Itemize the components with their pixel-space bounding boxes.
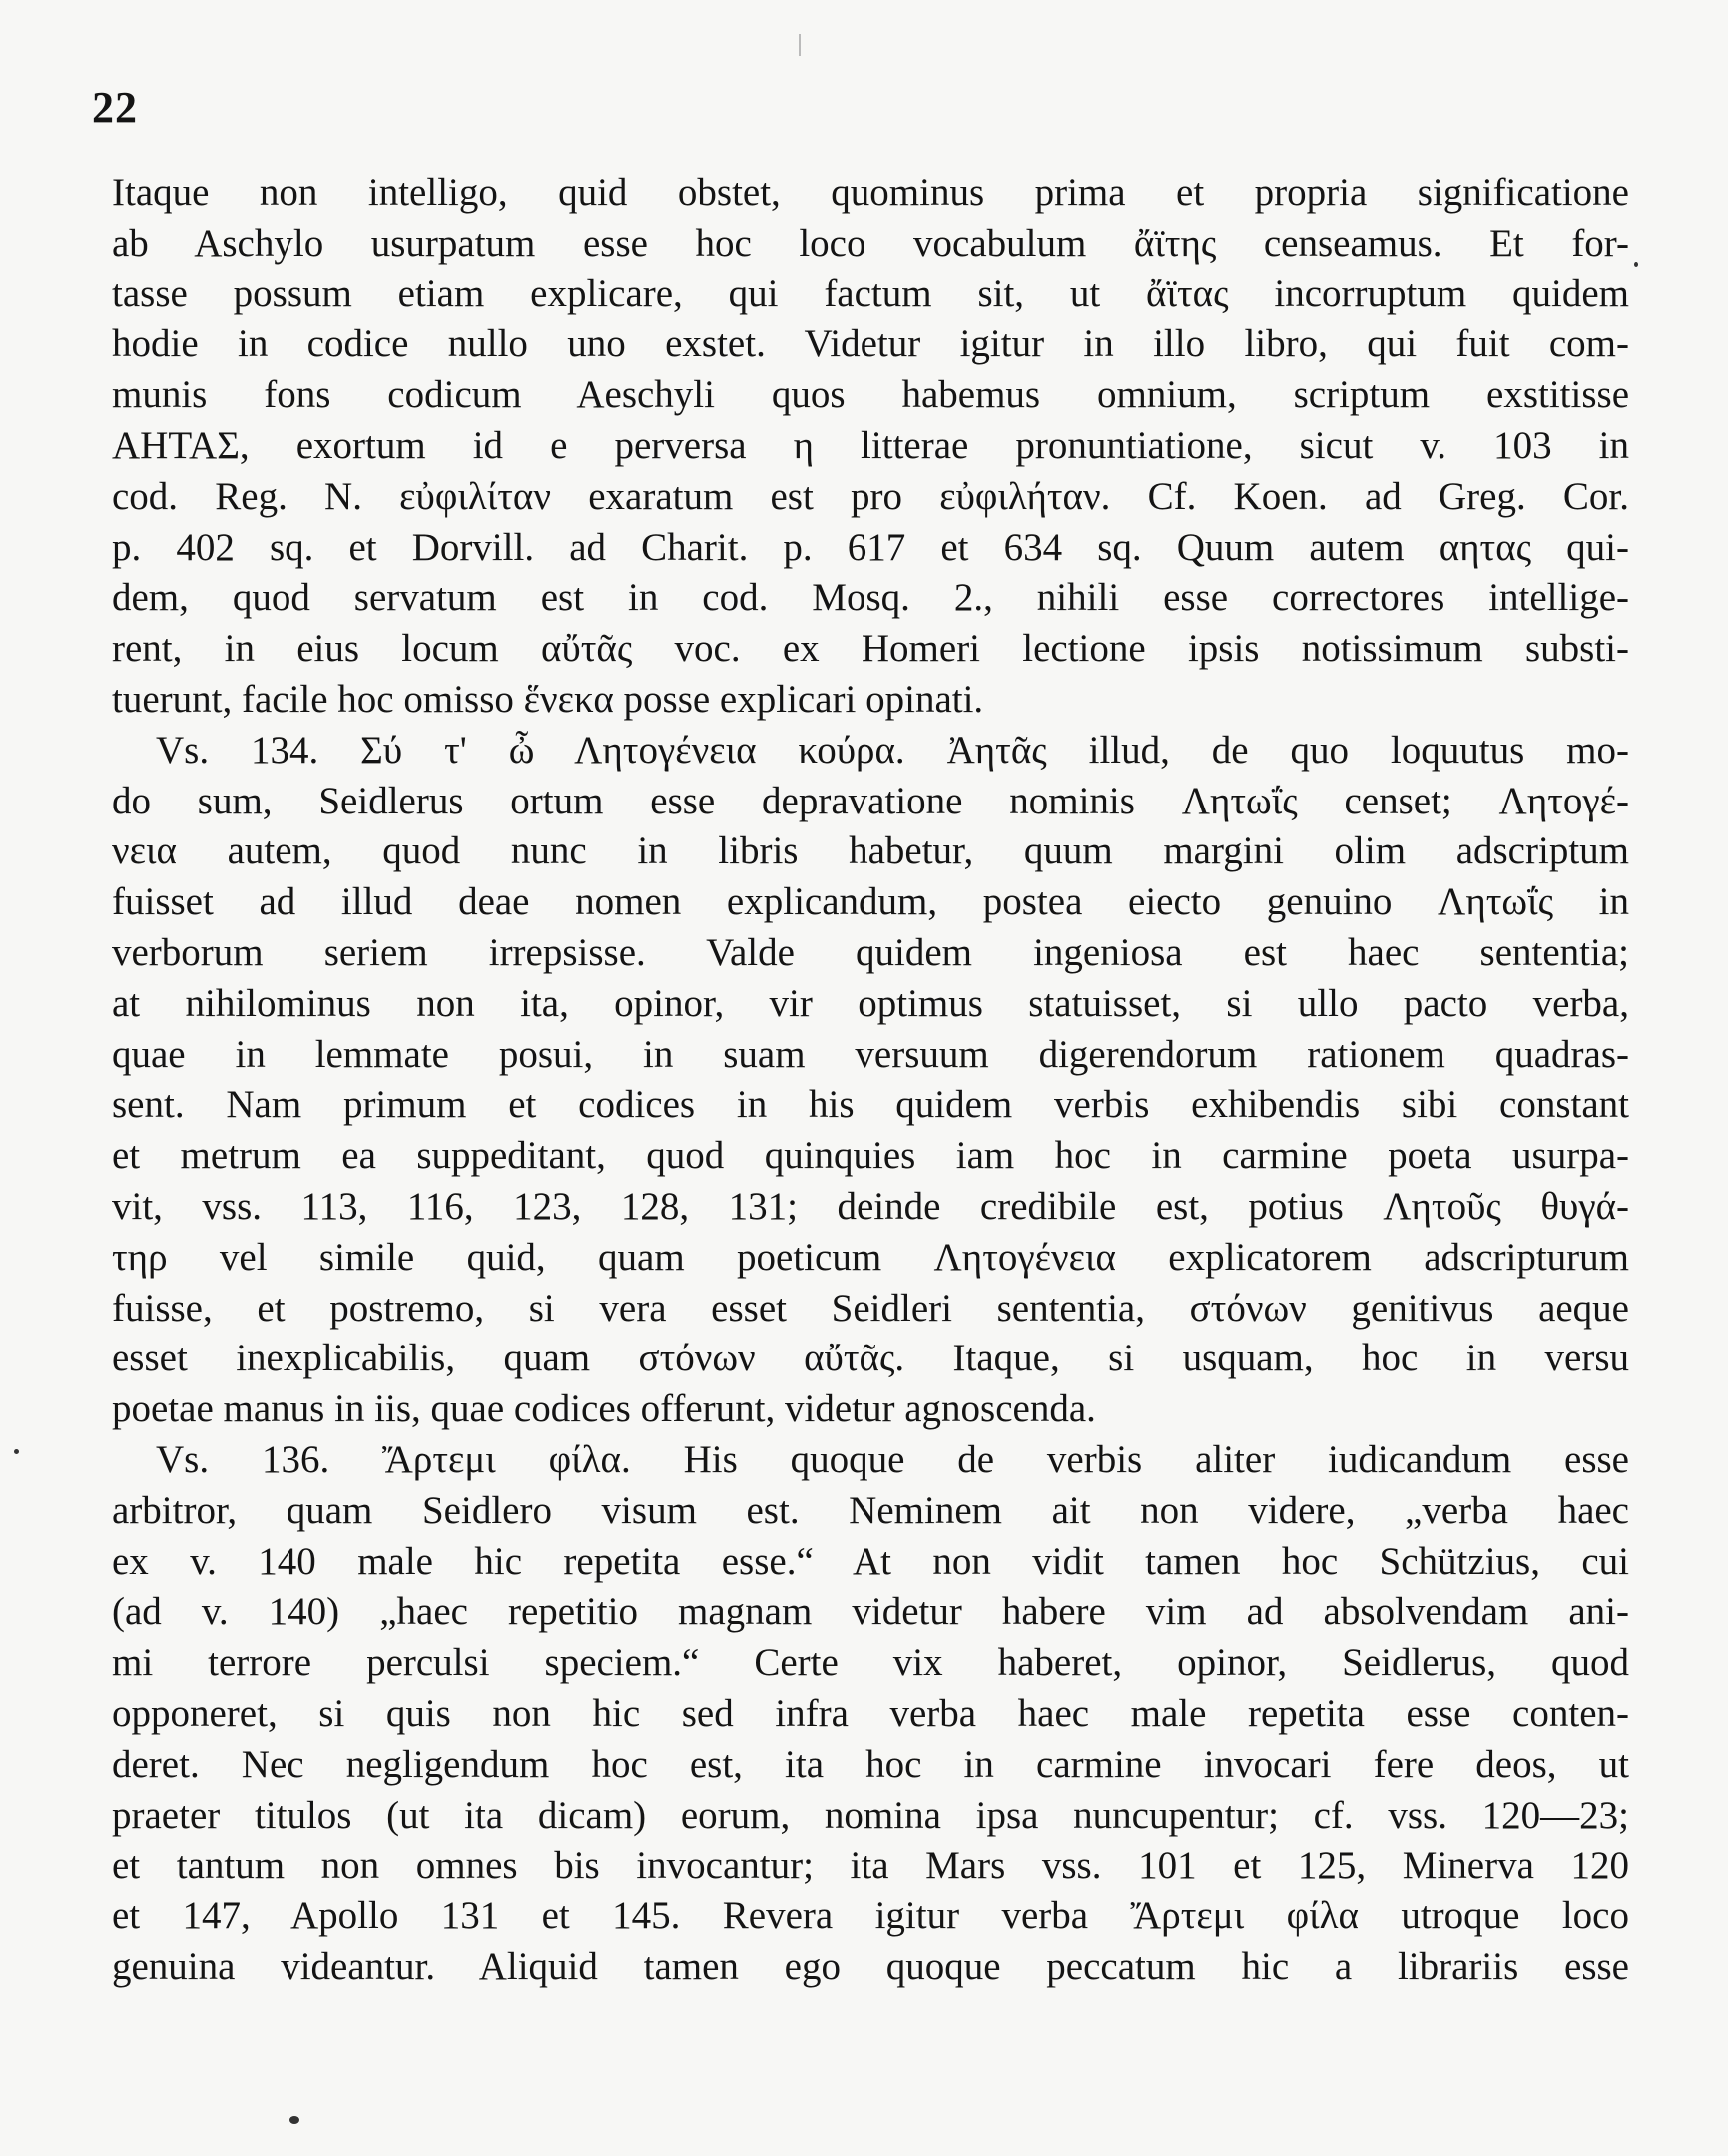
text-line: deret. Nec negligendum hoc est, ita hoc in carmine invocari fere deos, ut <box>112 1742 1629 1786</box>
text-line: fuisset ad illud deae nomen explicandum, postea eiecto genuino Λητωΐς in <box>112 880 1629 924</box>
print-speck <box>14 1449 19 1454</box>
text-line: mi terrore perculsi speciem.“ Certe vix haberet, opinor, Seidlerus, quod <box>112 1641 1629 1685</box>
text-line: ΑΗΤΑΣ, exortum id e perversa η litterae pronuntiatione, sicut v. 103 in <box>112 423 1629 467</box>
text-line: poetae manus in iis, quae codices offerunt, videtur agnoscenda. <box>112 1387 1096 1431</box>
text-line: praeter titulos (ut ita dicam) eorum, nomina ipsa nuncupentur; cf. vss. 120—23; <box>112 1793 1629 1837</box>
text-line: ab Aschylo usurpatum esse hoc loco vocabulum ἄϊτης censeamus. Et for- <box>112 221 1629 265</box>
text-line: et metrum ea suppeditant, quod quinquies iam hoc in carmine poeta usurpa- <box>112 1134 1629 1178</box>
text-line: hodie in codice nullo uno exstet. Videtur igitur in illo libro, qui fuit com- <box>112 322 1629 366</box>
text-line: quae in lemmate posui, in suam versuum digerendorum rationem quadras- <box>112 1032 1629 1076</box>
text-line: et 147, Apollo 131 et 145. Revera igitur verba Ἄρτεμι φίλα utroque loco <box>112 1894 1629 1938</box>
text-line: rent, in eius locum αὔτᾶς voc. ex Homeri lectione ipsis notissimum substi- <box>112 627 1629 671</box>
text-line: genuina videantur. Aliquid tamen ego quoque peccatum hic a librariis esse <box>112 1944 1629 1988</box>
text-line: vit, vss. 113, 116, 123, 128, 131; deinde credibile est, potius Λητοῦς θυγά- <box>112 1184 1629 1228</box>
text-line: Vs. 136. Ἄρτεμι φίλα. His quoque de verbis aliter iudicandum esse <box>156 1437 1629 1481</box>
text-line: arbitror, quam Seidlero visum est. Neminem ait non videre, „verba haec <box>112 1488 1629 1532</box>
text-line: Vs. 134. Σύ τ' ὦ Λητογένεια κούρα. Ἀητᾶς illud, de quo loquutus mo- <box>156 728 1629 772</box>
text-line: cod. Reg. N. εὐφιλίταν exaratum est pro εὐφιλήταν. Cf. Koen. ad Greg. Cor. <box>112 474 1629 518</box>
text-line: τηρ vel simile quid, quam poeticum Λητογένεια explicatorem adscripturum <box>112 1235 1629 1279</box>
text-line: tuerunt, facile hoc omisso ἕνεκα posse explicari opinati. <box>112 677 984 721</box>
page-number: 22 <box>92 83 138 132</box>
text-line: p. 402 sq. et Dorvill. ad Charit. p. 617 et 634 sq. Quum autem αητας qui- <box>112 525 1629 569</box>
text-line: at nihilominus non ita, opinor, vir optimus statuisset, si ullo pacto verba, <box>112 981 1629 1025</box>
text-line: νεια autem, quod nunc in libris habetur, quum margini olim adscriptum <box>112 829 1629 873</box>
text-line: dem, quod servatum est in cod. Mosq. 2., nihili esse correctores intellige- <box>112 576 1629 620</box>
text-line: opponeret, si quis non hic sed infra verba haec male repetita esse conten- <box>112 1691 1629 1735</box>
margin-mark <box>799 34 801 56</box>
text-line: verborum seriem irrepsisse. Valde quidem ingeniosa est haec sententia; <box>112 930 1629 974</box>
text-line: esset inexplicabilis, quam στόνων αὔτᾶς. Itaque, si usquam, hoc in versu <box>112 1337 1629 1380</box>
body-text <box>112 168 1629 1993</box>
text-line: ex v. 140 male hic repetita esse.“ At non vidit tamen hoc Schützius, cui <box>112 1539 1629 1583</box>
text-line: do sum, Seidlerus ortum esse depravatione nominis Λητωΐς censet; Λητογέ- <box>112 779 1629 822</box>
text-line: munis fons codicum Aeschyli quos habemus omnium, scriptum exstitisse <box>112 373 1629 417</box>
print-speck <box>289 2116 299 2124</box>
text-line: fuisse, et postremo, si vera esset Seidleri sententia, στόνων genitivus aeque <box>112 1286 1629 1330</box>
text-line: sent. Nam primum et codices in his quidem verbis exhibendis sibi constant <box>112 1083 1629 1127</box>
print-speck <box>1634 262 1638 267</box>
text-line: tasse possum etiam explicare, qui factum sit, ut ἄϊτας incorruptum quidem <box>112 271 1629 315</box>
text-line: (ad v. 140) „haec repetitio magnam videtur habere vim ad absolvendam ani- <box>112 1590 1629 1634</box>
text-line: Itaque non intelligo, quid obstet, quominus prima et propria significatione <box>112 171 1629 214</box>
text-line: et tantum non omnes bis invocantur; ita Mars vss. 101 et 125, Minerva 120 <box>112 1844 1629 1887</box>
